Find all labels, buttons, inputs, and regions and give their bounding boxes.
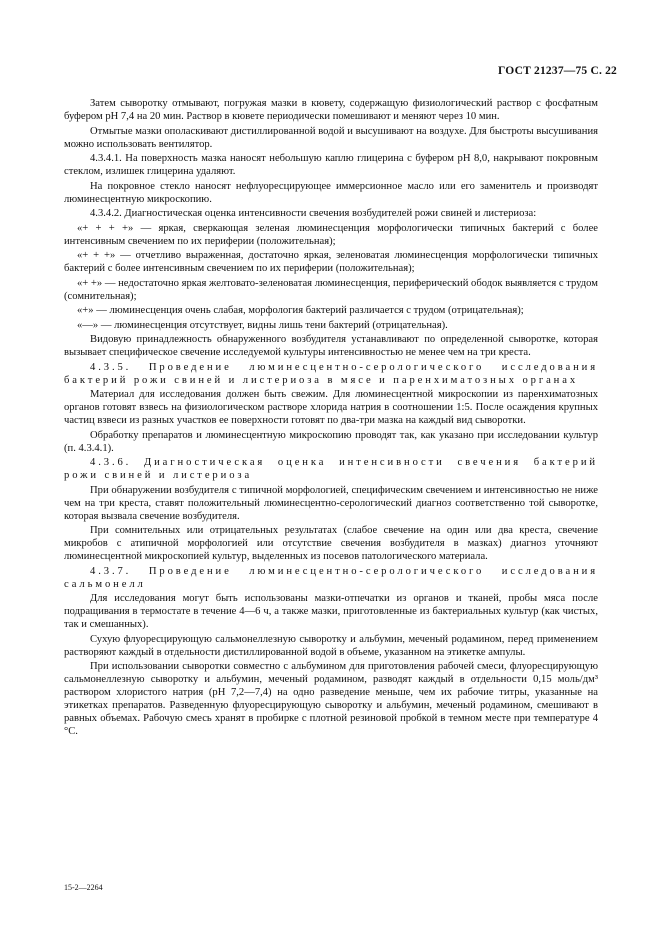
paragraph: Сухую флуоресцирующую сальмонеллезную сыворотку и альбумин, меченый родамином, перед применением растворяют каждый в отдельности дистиллированной водой в объеме, указанном на этикетке ампулы.	[64, 633, 598, 658]
paragraph: Отмытые мазки ополаскивают дистиллированной водой и высушивают на воздухе. Для быстроты высушивания можно использовать вентилятор.	[64, 125, 598, 150]
paragraph: Затем сыворотку отмывают, погружая мазки в кювету, содержащую физиологический раствор с фосфатным буфером pH 7,4 на 20 мин. Раствор в кювете периодически помешивают и меняют через 10 мин.	[64, 98, 598, 122]
section-heading: 4.3.5. Проведение люминесцентно-серологического исследования бактерий рожи свиней и листериоза в мясе и паренхиматозных органах	[64, 361, 598, 386]
document-body	[64, 97, 598, 740]
paragraph: На покровное стекло наносят нефлуоресцирующее иммерсионное масло или его заменитель и производят люминесцентную микроскопию.	[64, 180, 598, 205]
paragraph: При использовании сыворотки совместно с альбумином для приготовления рабочей смеси, флуоресцирующую сальмонеллезную сыворотку и альбумин, меченый родамином, разводят каждый в отдельности 0,15 моль/дм³ раствором хлористого натрия (pH 7,2—7,4) на одно разведение меньше, чем их рабочие титры, указанные на этикетках препаратов. Разведенную флуоресцирующую сыворотку и альбумин, меченый родамином, смешивают в равных объемах. Рабочую смесь хранят в пробирке с плотной резиновой пробкой в темном месте при температуре 4 °С.	[64, 661, 598, 737]
paragraph: Обработку препаратов и люминесцентную микроскопию проводят так, как указано при исследовании культур (п. 4.3.4.1).	[64, 429, 598, 454]
paragraph: 4.3.4.1. На поверхность мазка наносят небольшую каплю глицерина с буфером pH 8,0, накрывают покровным стеклом, излишек глицерина удаляют.	[64, 153, 598, 177]
paragraph: Для исследования могут быть использованы мазки-отпечатки из органов и тканей, пробы мяса после подращивания в термостате в течение 4—6 ч, а также мазки, приготовленные из бактериальных культур (как чистых, так и смешанных).	[64, 593, 598, 630]
paragraph: При обнаружении возбудителя с типичной морфологией, специфическим свечением и интенсивностью не ниже чем на три креста, ставят положительный люминесцентно-серологический диагноз соответственно той сыворотке, которая вызвала свечение возбудителя.	[64, 484, 598, 522]
paragraph: Видовую принадлежность обнаруженного возбудителя устанавливают по определенной сыворотке, которая вызывает специфическое свечение исследуемой культуры интенсивностью не менее чем на три креста.	[64, 334, 598, 358]
paragraph: 4.3.4.2. Диагностическая оценка интенсивности свечения возбудителей рожи свиней и листериоза:	[90, 208, 537, 219]
paragraph: «+ + + +» — яркая, сверкающая зеленая люминесценция морфологически типичных бактерий с более интенсивным свечением по их периферии (положительная);	[64, 222, 598, 247]
paragraph: «+ +» — недостаточно яркая желтовато-зеленоватая люминесценция, периферический ободок выявляется с трудом (сомнительная);	[64, 277, 598, 302]
print-mark: 15-2—2264	[64, 883, 103, 892]
paragraph: При сомнительных или отрицательных результатах (слабое свечение на один или два креста, свечение микробов с атипичной морфологией или отсутствие свечения возбудителя в мазках) диагноз уточняют люминесцентной микроскопией культур, выделенных из посевов патологического материала.	[64, 525, 598, 562]
paragraph: «+» — люминесценция очень слабая, морфология бактерий различается с трудом (отрицательная);	[77, 305, 524, 316]
paragraph: «+ + +» — отчетливо выраженная, достаточно яркая, зеленоватая люминесценция морфологически типичных бактерий с более интенсивным свечением по их периферии (положительная);	[64, 250, 598, 274]
section-heading: 4.3.6. Диагностическая оценка интенсивности свечения бактерий рожи свиней и листериоза	[64, 457, 598, 481]
section-heading: 4.3.7. Проведение люминесцентно-серологического исследования сальмонелл	[64, 565, 598, 590]
paragraph: «—» — люминесценция отсутствует, видны лишь тени бактерий (отрицательная).	[77, 319, 448, 331]
paragraph: Материал для исследования должен быть свежим. Для люминесцентной микроскопии из паренхиматозных органов готовят взвесь на физиологическом растворе хлорида натрия в соотношении 1:5. После осаждения крупных частиц взвеси из разных участков ее поверхности готовят по два-три мазка на каждый вид сыворотки.	[64, 389, 598, 426]
document-header: ГОСТ 21237—75 С. 22	[498, 65, 617, 77]
